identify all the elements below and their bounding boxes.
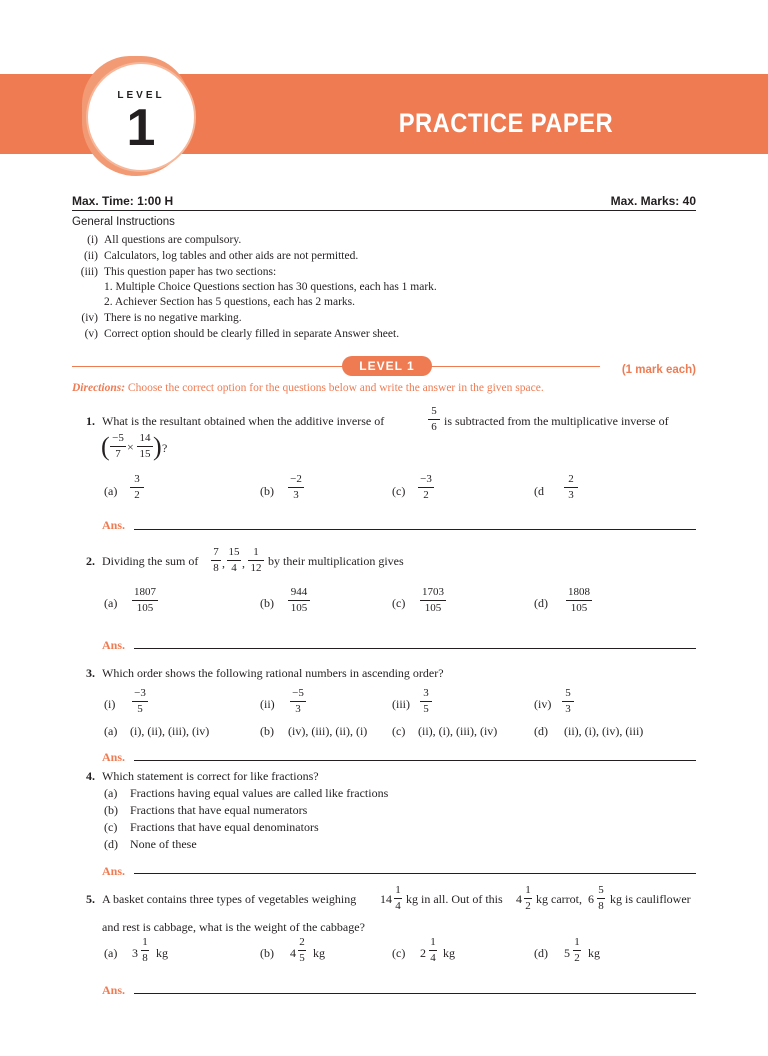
question-number: 5. xyxy=(86,892,95,906)
mixed-whole: 4 xyxy=(516,892,522,906)
number-value: 3 5 xyxy=(420,687,432,716)
answer-line[interactable] xyxy=(134,993,696,994)
question-number: 4. xyxy=(86,769,95,783)
option-label: (b) xyxy=(104,803,118,817)
question-text: A basket contains three types of vegetables weighing xyxy=(102,892,357,906)
unit: kg xyxy=(588,946,600,960)
instruction-num: (i) xyxy=(87,234,98,246)
instruction-text: Correct option should be clearly filled in separate Answer sheet. xyxy=(104,328,400,340)
answer-label: Ans. xyxy=(102,983,126,997)
option-label: (d) xyxy=(534,724,548,738)
option-fraction: 2 5 xyxy=(299,936,305,964)
option-label: (d) xyxy=(104,837,118,851)
answer-line[interactable] xyxy=(134,648,696,649)
directions-label: Directions: xyxy=(72,382,126,394)
option-label: (b) xyxy=(260,484,274,498)
option-label: (d) xyxy=(534,596,548,610)
option-value: 1703 105 xyxy=(422,586,444,614)
fraction: 5 8 xyxy=(598,884,604,912)
option-label: (a) xyxy=(104,946,118,960)
badge-level-number: 1 xyxy=(126,99,156,157)
question-text: kg in all. Out of this xyxy=(406,892,503,906)
option-value: −2 3 xyxy=(288,473,304,502)
section-label: LEVEL 1 xyxy=(342,356,432,376)
answer-label: Ans. xyxy=(102,864,126,878)
answer-label: Ans. xyxy=(102,638,126,652)
option-text: (iv), (iii), (ii), (i) xyxy=(288,724,368,738)
option-fraction: 1 2 xyxy=(574,936,580,964)
option-fraction: 1 8 xyxy=(142,936,148,964)
instructions-heading: General Instructions xyxy=(72,216,175,228)
instruction-num: (ii) xyxy=(83,250,98,262)
question-number: 3. xyxy=(86,666,95,680)
option-text: Fractions that have equal denominators xyxy=(130,820,319,834)
option-value: 1807 105 xyxy=(134,586,156,614)
option-text: Fractions having equal values are called like fractions xyxy=(130,786,389,800)
fraction: 15 4 xyxy=(228,546,240,574)
option-label: (a) xyxy=(104,724,118,738)
option-text: (ii), (i), (iv), (iii) xyxy=(564,724,644,738)
option-fraction: 1 4 xyxy=(430,936,436,964)
option-value: 944 105 xyxy=(288,586,310,615)
option-label: (c) xyxy=(392,946,406,960)
fraction: 14 15 xyxy=(137,432,153,461)
option-label: (a) xyxy=(104,484,118,498)
question-text: is subtracted from the multiplicative inverse of xyxy=(444,414,669,428)
instruction-num: (v) xyxy=(84,328,98,340)
badge-level-label: LEVEL xyxy=(117,90,165,101)
question-text: kg is cauliflower xyxy=(610,892,691,906)
option-text: (ii), (i), (iii), (iv) xyxy=(418,724,498,738)
paren-right: ) xyxy=(153,432,162,461)
number-value: −5 3 xyxy=(290,687,306,716)
option-label: (d) xyxy=(534,946,548,960)
option-whole: 5 xyxy=(564,946,570,960)
answer-line[interactable] xyxy=(134,529,696,530)
fraction: 1 4 xyxy=(395,884,401,912)
option-label: (d xyxy=(534,484,544,498)
option-label: (a) xyxy=(104,786,118,800)
unit: kg xyxy=(156,946,168,960)
question-text: kg carrot, xyxy=(536,892,582,906)
option-label: (c) xyxy=(104,820,118,834)
option-value: 1808 105 xyxy=(568,586,590,614)
directions-text: Choose the correct option for the questions below and write the answer in the given space. xyxy=(125,382,544,394)
option-whole: 3 xyxy=(132,946,138,960)
unit: kg xyxy=(443,946,455,960)
mixed-whole: 6 xyxy=(588,892,594,906)
directions xyxy=(72,382,544,394)
divider xyxy=(72,210,696,211)
option-value: 3 2 xyxy=(130,473,144,502)
option-value: 2 3 xyxy=(564,473,578,502)
question-number: 2. xyxy=(86,554,95,568)
instruction-num: (iv) xyxy=(81,312,98,324)
fraction: 5 6 xyxy=(428,405,440,434)
question-text: Which order shows the following rational numbers in ascending order? xyxy=(102,666,444,680)
option-value: −3 2 xyxy=(418,473,434,502)
paren-left: ( xyxy=(101,432,110,461)
question-text: Dividing the sum of xyxy=(102,554,199,568)
number-label: (i) xyxy=(104,697,116,711)
unit: kg xyxy=(313,946,325,960)
instruction-text: All questions are compulsory. xyxy=(104,234,242,246)
number-value: 5 3 xyxy=(562,687,574,716)
fraction: 1 2 xyxy=(525,884,531,912)
answer-line[interactable] xyxy=(134,760,696,761)
instruction-text: Calculators, log tables and other aids are not permitted. xyxy=(104,250,359,262)
number-label: (ii) xyxy=(260,697,275,711)
option-label: (c) xyxy=(392,724,406,738)
instruction-subitem: 1. Multiple Choice Questions section has 30 questions, each has 1 mark. xyxy=(104,281,437,293)
page-title: PRACTICE PAPER xyxy=(398,108,614,138)
question-text: What is the resultant obtained when the additive inverse of xyxy=(102,414,385,428)
instruction-text: This question paper has two sections: xyxy=(104,266,277,278)
option-text: Fractions that have equal numerators xyxy=(130,803,308,817)
option-label: (b) xyxy=(260,596,274,610)
fraction: 7 8 xyxy=(211,546,221,575)
mixed-whole: 14 xyxy=(380,892,392,906)
option-whole: 2 xyxy=(420,946,426,960)
comma: , xyxy=(222,556,225,570)
answer-label: Ans. xyxy=(102,518,126,532)
max-time: Max. Time: 1:00 H xyxy=(72,194,174,208)
option-text: None of these xyxy=(130,837,197,851)
question-number: 1. xyxy=(86,414,95,428)
comma: , xyxy=(242,556,245,570)
option-label: (a) xyxy=(104,596,118,610)
number-value: −3 5 xyxy=(132,687,148,716)
option-label: (c) xyxy=(392,484,406,498)
max-marks: Max. Marks: 40 xyxy=(610,194,696,208)
option-whole: 4 xyxy=(290,946,296,960)
option-label: (c) xyxy=(392,596,406,610)
question-text: by their multiplication gives xyxy=(268,554,404,568)
question-text: Which statement is correct for like fractions? xyxy=(102,769,319,783)
question-text: and rest is cabbage, what is the weight of the cabbage? xyxy=(102,920,365,934)
instruction-text: There is no negative marking. xyxy=(104,312,242,324)
instruction-subitem: 2. Achiever Section has 5 questions, each has 2 marks. xyxy=(104,296,356,308)
fraction: −5 7 xyxy=(110,432,126,461)
section-marks: (1 mark each) xyxy=(600,364,696,376)
fraction: 1 12 xyxy=(248,546,264,575)
answer-line[interactable] xyxy=(134,873,696,874)
option-label: (b) xyxy=(260,946,274,960)
times-sign: × xyxy=(127,440,134,454)
number-label: (iv) xyxy=(534,697,552,711)
option-label: (b) xyxy=(260,724,274,738)
instruction-num: (iii) xyxy=(80,266,98,278)
answer-label: Ans. xyxy=(102,750,126,764)
option-text: (i), (ii), (iii), (iv) xyxy=(130,724,210,738)
number-label: (iii) xyxy=(392,697,410,711)
question-mark: ? xyxy=(162,441,168,455)
